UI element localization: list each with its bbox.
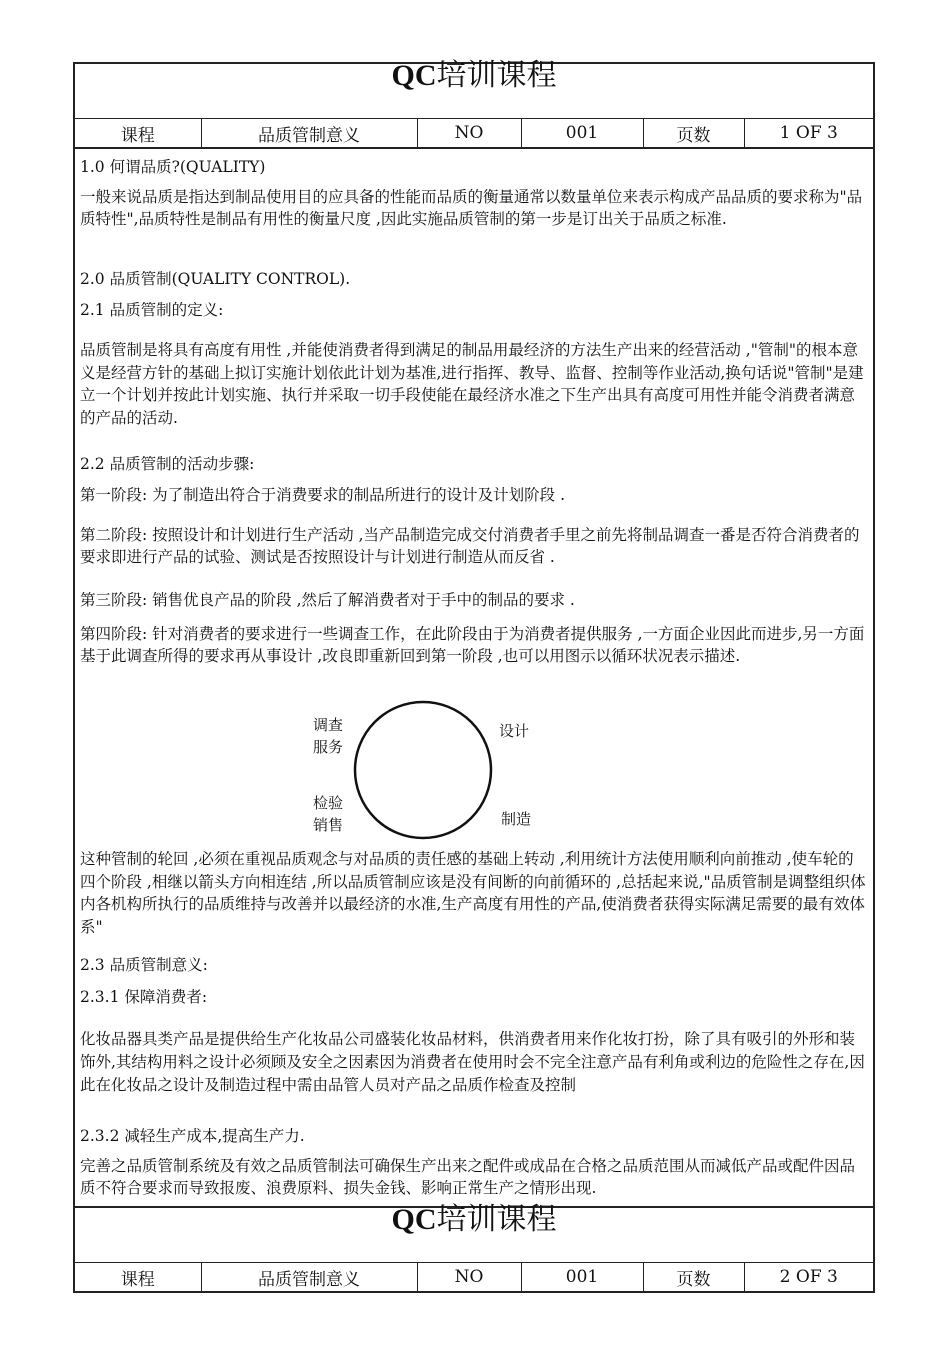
course-label: 课程 xyxy=(75,119,201,147)
section-heading: 2.3.2 减轻生产成本,提高生产力. xyxy=(80,1127,305,1145)
page2-title-row xyxy=(75,1202,873,1263)
page2-meta-table xyxy=(75,1263,873,1291)
paragraph: 第二阶段: 按照设计和计划进行生产活动 ,当产品制造完成交付消费者手里之前先将制品调查一番是否符合消费者的要求即进行产品的试验、测试是否按照设计与计划进行制造从而反省 . xyxy=(80,526,860,566)
cycle-label-survey: 调查 服务 xyxy=(313,716,344,756)
pdca-cycle-diagram xyxy=(349,696,499,846)
section-heading: 2.0 品质管制(QUALITY CONTROL). xyxy=(80,270,351,288)
page-value: 1 OF 3 xyxy=(779,123,838,143)
course-name: 品质管制意义 xyxy=(201,119,417,147)
section-heading: 2.3 品质管制意义: xyxy=(80,956,208,974)
page1-title-row xyxy=(75,58,873,119)
cycle-label-make: 制造 xyxy=(501,810,532,828)
cycle-circle xyxy=(355,702,491,838)
section-heading: 2.3.1 保障消费者: xyxy=(80,988,208,1006)
page1-title: QC培训课程 xyxy=(391,58,557,93)
cycle-label-design: 设计 xyxy=(499,722,530,740)
page-label: 页数 xyxy=(643,119,744,147)
paragraph: 第四阶段: 针对消费者的要求进行一些调查工作，在此阶段由于为消费者提供服务 ,一方面企业因此而进步,另一方面基于此调查所得的要求再从事设计 ,改良即重新回到第一阶段 ,也可以用图示以循环状况表示描述. xyxy=(80,625,865,665)
no-value: 001 xyxy=(521,119,643,147)
paragraph: 化妆品器具类产品是提供给生产化妆品公司盛装化妆品材料，供消费者用来作化妆打扮，除了具有吸引的外形和装饰外,其结构用料之设计必须顾及安全之因素因为消费者在使用时会不完全注意产品有利角或利边的危险性之存在,因此在化妆品之设计及制造过程中需由品管人员对产品之品质作检查及控制 xyxy=(80,1030,865,1094)
page1-header xyxy=(73,58,875,149)
page2-title: QC培训课程 xyxy=(391,1202,557,1237)
page1-content xyxy=(73,148,875,1208)
paragraph: 第三阶段: 销售优良产品的阶段 ,然后了解消费者对于手中的制品的要求 . xyxy=(80,591,575,609)
section-heading: 2.1 品质管制的定义: xyxy=(80,301,224,319)
paragraph: 品质管制是将具有高度有用性 ,并能使消费者得到满足的制品用最经济的方法生产出来的经营活动 ,"管制"的根本意义是经营方针的基础上拟订实施计划依此计划为基准,进行指挥、教导、监督、控制等作业活动,换句话说"管制"是建立一个计划并按此计划实施、执行并采取一切手段使能在最经济水准之下生产出具有高度可用性并能令消费者满意的产品的活动. xyxy=(80,341,864,427)
page-value: 2 OF 3 xyxy=(779,1267,838,1287)
no-label: NO xyxy=(417,1263,521,1291)
cycle-label-inspect: 检验 销售 xyxy=(313,794,344,834)
page1-meta-table xyxy=(75,119,873,147)
page-label: 页数 xyxy=(643,1263,744,1291)
course-name: 品质管制意义 xyxy=(201,1263,417,1291)
no-label: NO xyxy=(417,119,521,147)
no-value: 001 xyxy=(521,1263,643,1291)
section-heading: 1.0 何谓品质?(QUALITY) xyxy=(80,158,266,176)
page2-header xyxy=(73,1202,875,1293)
section-heading: 2.2 品质管制的活动步骤: xyxy=(80,455,255,473)
paragraph: 这种管制的轮回 ,必须在重视品质观念与对品质的责任感的基础上转动 ,利用统计方法使用顺利向前推动 ,使车轮的四个阶段 ,相继以箭头方向相连结 ,所以品质管制应该是没有间断的向前循环的 ,总括起来说,"品质管制是调整组织体内各机构所执行的品质维持与改善并以最经济的水准,生产高度有用性的产品,使消费者获得实际满足需要的最有效体系" xyxy=(80,850,866,936)
paragraph: 第一阶段: 为了制造出符合于消费要求的制品所进行的设计及计划阶段 . xyxy=(80,486,566,504)
course-label: 课程 xyxy=(75,1263,201,1291)
paragraph: 完善之品质管制系统及有效之品质管制法可确保生产出来之配件或成品在合格之品质范围从而减低产品或配件因品质不符合要求而导致报废、浪费原料、损失金钱、影响正常生产之情形出现. xyxy=(80,1157,856,1197)
paragraph: 一般来说品质是指达到制品使用目的应具备的性能而品质的衡量通常以数量单位来表示构成产品品质的要求称为"品质特性",品质特性是制品有用性的衡量尺度 ,因此实施品质管制的第一步是订出关于品质之标准. xyxy=(80,188,863,228)
